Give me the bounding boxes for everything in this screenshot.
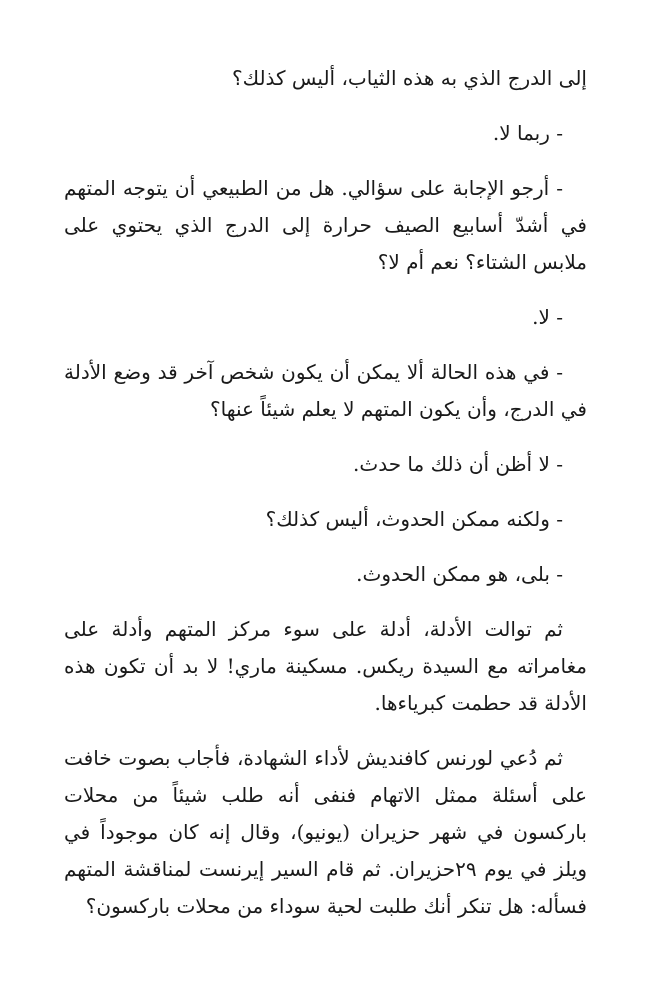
book-page-text: [64, 60, 587, 925]
paragraph-1: إلى الدرج الذي به هذه الثياب، أليس كذلك؟: [231, 66, 587, 90]
dialogue-line-6: - لا أظن أن ذلك ما حدث.: [353, 452, 563, 476]
dialogue-line-8: - بلى، هو ممكن الحدوث.: [356, 562, 563, 586]
narration-paragraph-10: ثم دُعي لورنس كافنديش لأداء الشهادة، فأجاب بصوت خافت على أسئلة ممثل الاتهام فنفى أنه طلب شيئاً من محلات باركسون في شهر حزيران (يونيو)، وقال إنه كان موجوداً في ويلز في يوم ٢٩حزيران. ثم قام السير إيرنست لمناقشة المتهم فسأله: هل تنكر أنك طلبت لحية سوداء من محلات باركسون؟: [64, 746, 588, 918]
dialogue-line-4: - لا.: [532, 305, 563, 329]
dialogue-line-7: - ولكنه ممكن الحدوث، أليس كذلك؟: [265, 507, 563, 531]
dialogue-line-2: - ربما لا.: [492, 121, 563, 145]
dialogue-line-3: - أرجو الإجابة على سؤالي. هل من الطبيعي أن يتوجه المتهم في أشدّ أسابيع الصيف حرارة إلى الدرج الذي يحتوي على ملابس الشتاء؟ نعم أم لا؟: [64, 176, 587, 274]
narration-paragraph-9: ثم توالت الأدلة، أدلة على سوء مركز المتهم وأدلة على مغامراته مع السيدة ريكس. مسكينة ماري! لا بد أن تكون هذه الأدلة قد حطمت كبرياءها.: [64, 617, 587, 715]
dialogue-line-5: - في هذه الحالة ألا يمكن أن يكون شخص آخر قد وضع الأدلة في الدرج، وأن يكون المتهم لا يعلم شيئاً عنها؟: [64, 360, 587, 421]
